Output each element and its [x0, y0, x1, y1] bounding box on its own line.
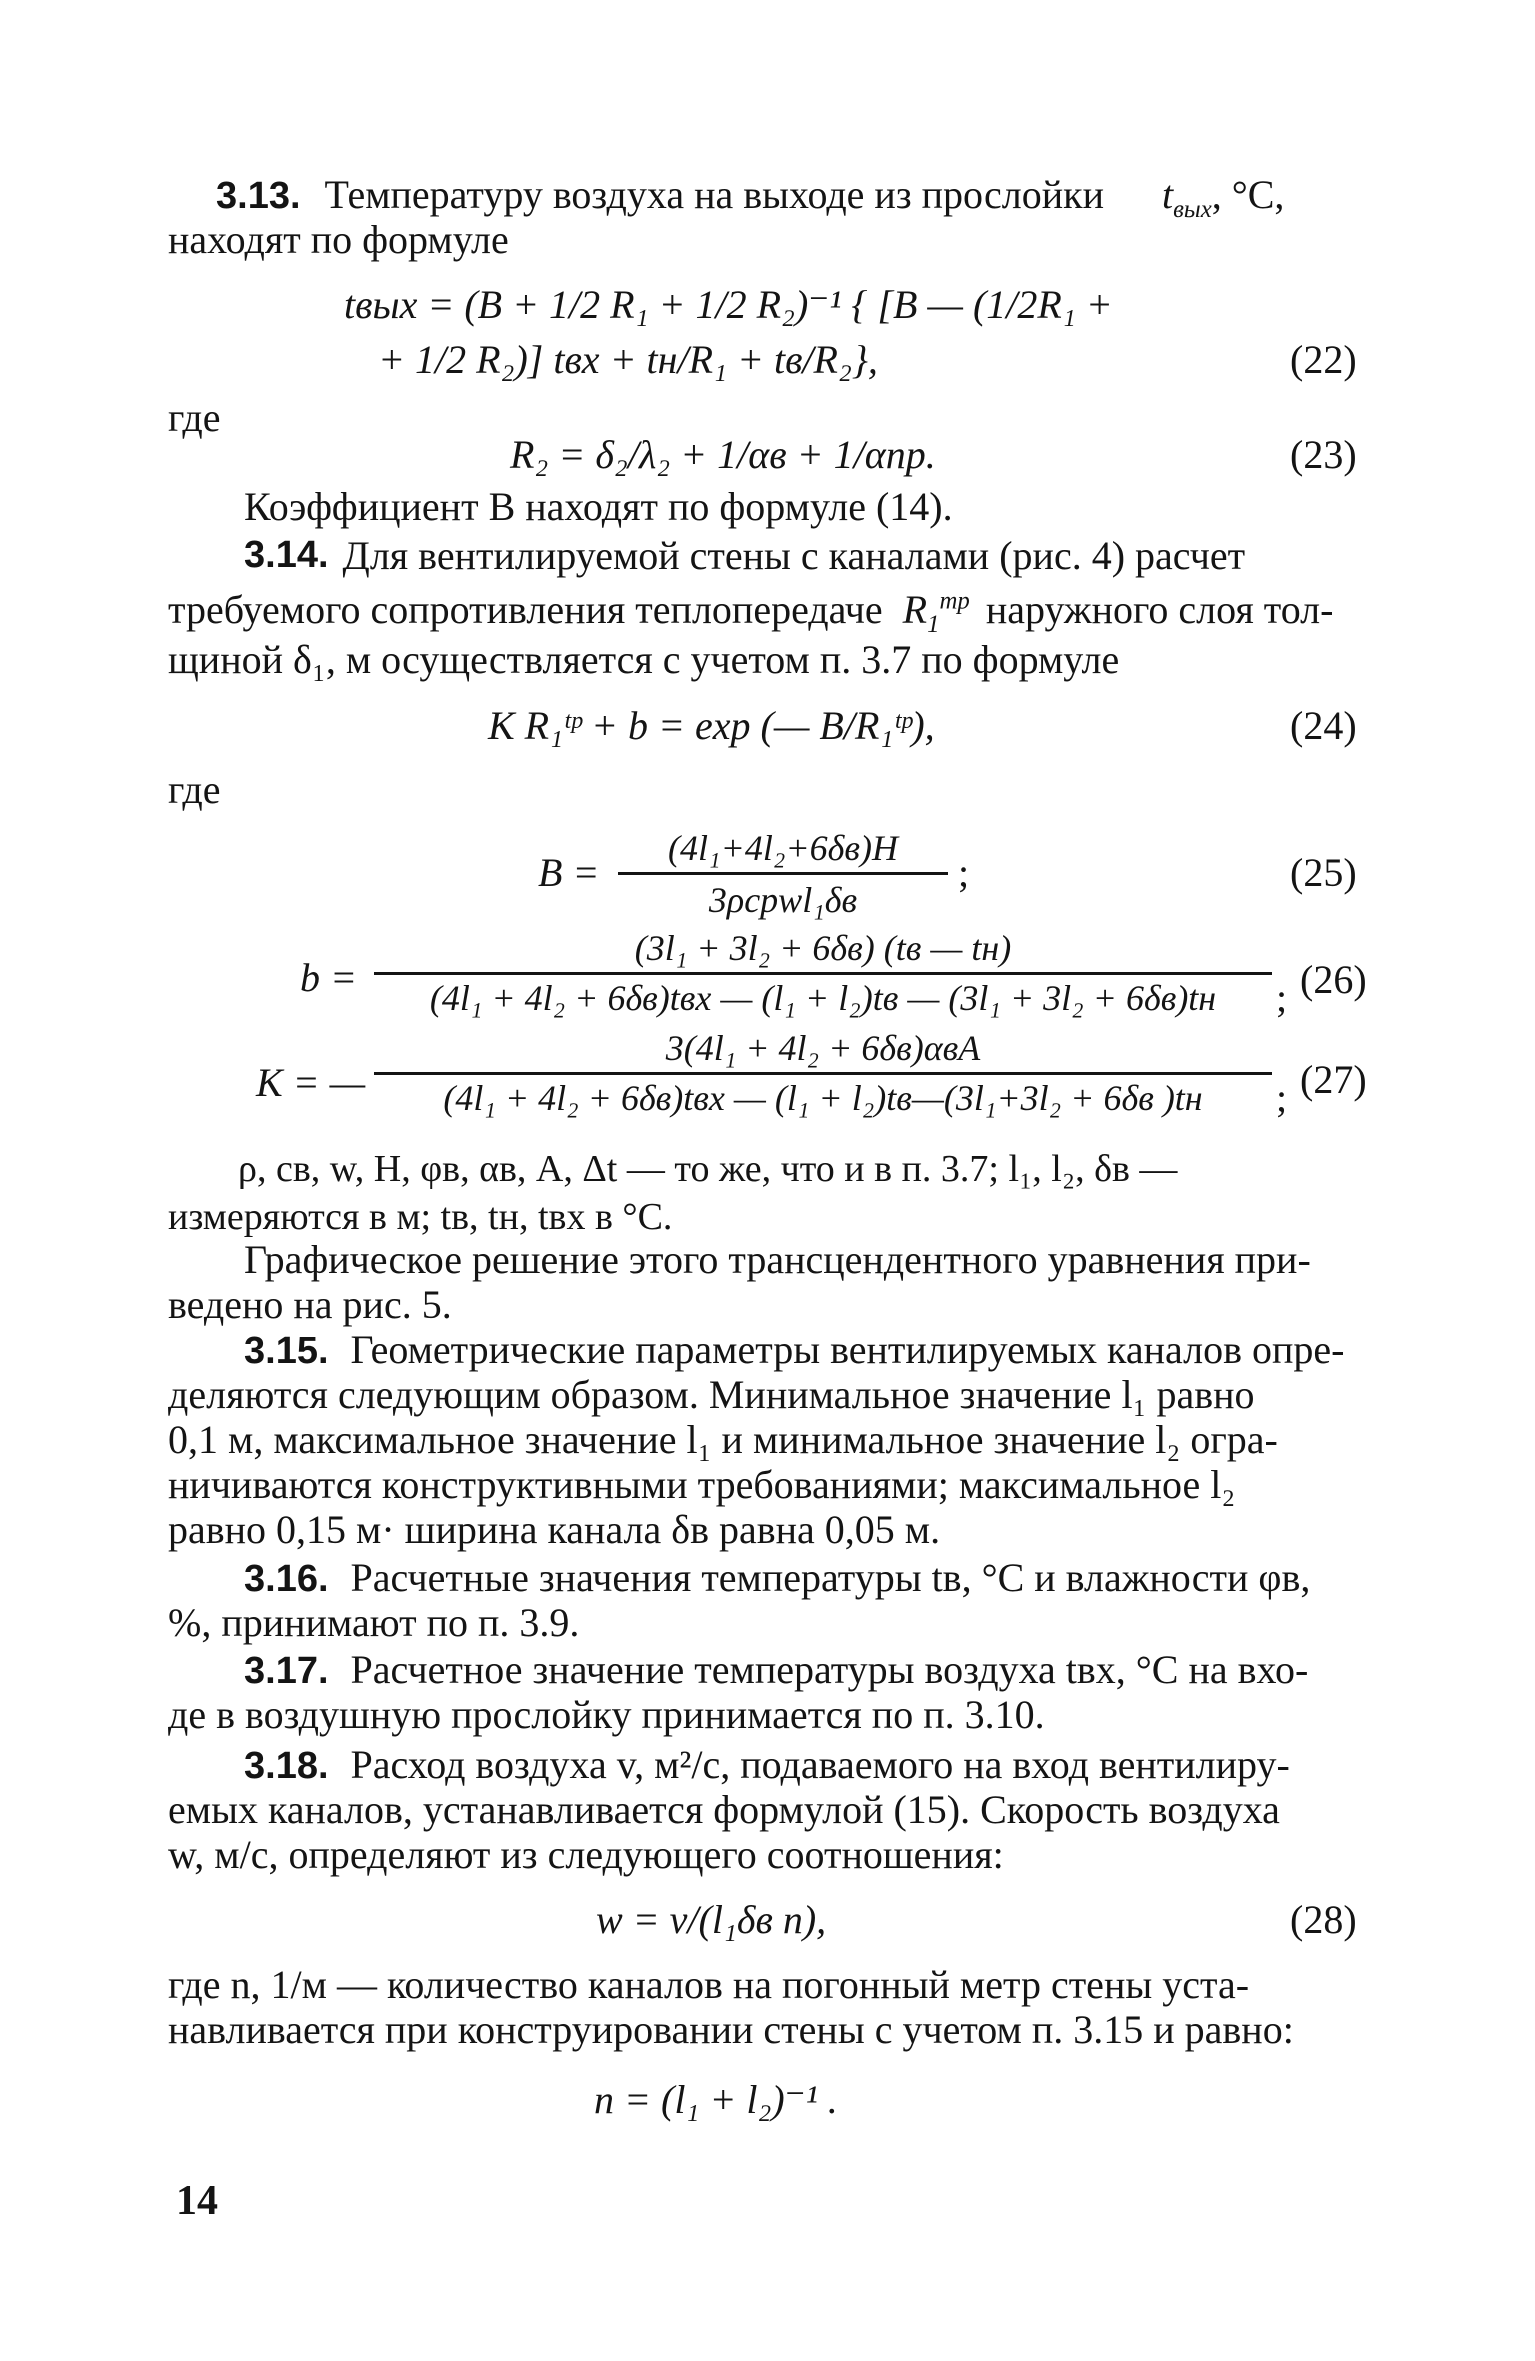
section-label: 3.17.	[244, 1650, 329, 1692]
equation-26-numerator: (3l₁ + 3l₂ + 6δв) (tв — tн)	[634, 928, 1012, 968]
p318-line2: емых каналов, устанавливается формулой (15). Скорость воздуха	[168, 1787, 1280, 1832]
fraction-bar	[374, 972, 1272, 975]
p314-line1: 3.14. Для вентилируемой стены с каналами (рис. 4) расчет	[244, 533, 1246, 578]
p318-line4: где n, 1/м — количество каналов на погонный метр стены уста-	[168, 1962, 1250, 2007]
p313-line1: 3.13. Температуру воздуха на выходе из прослойки $t_{вых}$, °С,	[216, 172, 1285, 223]
section-label: 3.16.	[244, 1558, 329, 1600]
equation-n: n = (l₁ + l₂)⁻¹ .	[594, 2077, 838, 2122]
page-number: 14	[176, 2178, 218, 2224]
equation-number: (28)	[1290, 1897, 1357, 1942]
graph-note-line2: ведено на рис. 5.	[168, 1282, 452, 1327]
equation-27-lhs: K = —	[256, 1060, 366, 1105]
fraction-bar	[618, 872, 948, 875]
equation-24: K R₁ᵗᵖ + b = exp (— B/R₁ᵗᵖ),	[488, 703, 935, 748]
p313-line2: находят по формуле	[168, 217, 509, 262]
p317-line2: де в воздушную прослойку принимается по п. 3.10.	[168, 1692, 1045, 1737]
graph-note-line1: Графическое решение этого трансцендентного уравнения при-	[244, 1237, 1311, 1282]
p317-line1: 3.17. Расчетное значение температуры воздуха tвх, °С на вхо-	[244, 1647, 1309, 1692]
section-label: 3.14.	[244, 534, 329, 576]
equation-22-line1: tвых = (B + 1/2 R₁ + 1/2 R₂)⁻¹ { [B — (1/2R₁ +	[344, 282, 1113, 327]
equation-22-line2: + 1/2 R₂)] tвх + tн/R₁ + tв/R₂},	[378, 337, 878, 382]
equation-27-denominator: (4l₁ + 4l₂ + 6δв)tвх — (l₁ + l₂)tв—(3l₁+3l₂ + 6δв )tн	[443, 1078, 1203, 1118]
equation-25-lhs: B =	[538, 850, 600, 895]
equation-26-denominator: (4l₁ + 4l₂ + 6δв)tвх — (l₁ + l₂)tв — (3l₁ + 3l₂ + 6δв)tн	[429, 978, 1217, 1018]
where-label: где	[168, 767, 221, 812]
p315-line5: равно 0,15 м· ширина канала δв равна 0,05 м.	[168, 1507, 941, 1552]
equation-number: (22)	[1290, 337, 1357, 382]
section-label: 3.18.	[244, 1745, 329, 1787]
equation-25-numerator: (4l₁+4l₂+6δв)H	[668, 828, 898, 868]
p316-line1: 3.16. Расчетные значения температуры tв, °С и влажности φв,	[244, 1555, 1311, 1600]
p318-line3: w, м/с, определяют из следующего соотношения:	[168, 1832, 1004, 1877]
equation-number: (27)	[1300, 1057, 1367, 1102]
p314-line2: требуемого сопротивления теплопередаче $R_1^{тр}$ наружного слоя тол-	[168, 587, 1334, 638]
equation-26-lhs: b =	[300, 955, 357, 1000]
where-label: где	[168, 395, 221, 440]
symbols-line1: ρ, cв, w, H, φв, αв, A, Δt — то же, что и в п. 3.7; l₁, l₂, δв —	[238, 1148, 1178, 1190]
equation-23: R₂ = δ₂/λ₂ + 1/αв + 1/αпр.	[510, 432, 936, 477]
p315-line2: деляются следующим образом. Минимальное значение l₁ равно	[168, 1372, 1255, 1417]
section-label: 3.15.	[244, 1330, 329, 1372]
section-label: 3.13.	[216, 175, 301, 217]
p315-line4: ничиваются конструктивными требованиями; максимальное l₂	[168, 1462, 1236, 1507]
symbols-line2: измеряются в м; tв, tн, tвх в °С.	[168, 1196, 673, 1238]
p315-line1: 3.15. Геометрические параметры вентилируемых каналов опре-	[244, 1327, 1345, 1372]
p314-line3: щиной δ₁, м осуществляется с учетом п. 3.7 по формуле	[168, 637, 1120, 682]
fraction-bar	[374, 1072, 1272, 1075]
p318-line5: навливается при конструировании стены с учетом п. 3.15 и равно:	[168, 2007, 1294, 2052]
equation-25-denominator: 3ρcpwl₁δв	[708, 880, 858, 920]
p316-line2: %, принимают по п. 3.9.	[168, 1600, 580, 1645]
p318-line1: 3.18. Расход воздуха v, м²/с, подаваемого на вход вентилиру-	[244, 1742, 1290, 1787]
equation-number: (25)	[1290, 850, 1357, 895]
coefficient-note: Коэффициент B находят по формуле (14).	[244, 484, 953, 529]
equation-number: (24)	[1290, 703, 1357, 748]
equation-27-numerator: 3(4l₁ + 4l₂ + 6δв)αвA	[665, 1028, 981, 1068]
p315-line3: 0,1 м, максимальное значение l₁ и минимальное значение l₂ огра-	[168, 1417, 1278, 1462]
equation-number: (23)	[1290, 432, 1357, 477]
equation-number: (26)	[1300, 957, 1367, 1002]
equation-28: w = v/(l₁δв n),	[596, 1897, 827, 1942]
